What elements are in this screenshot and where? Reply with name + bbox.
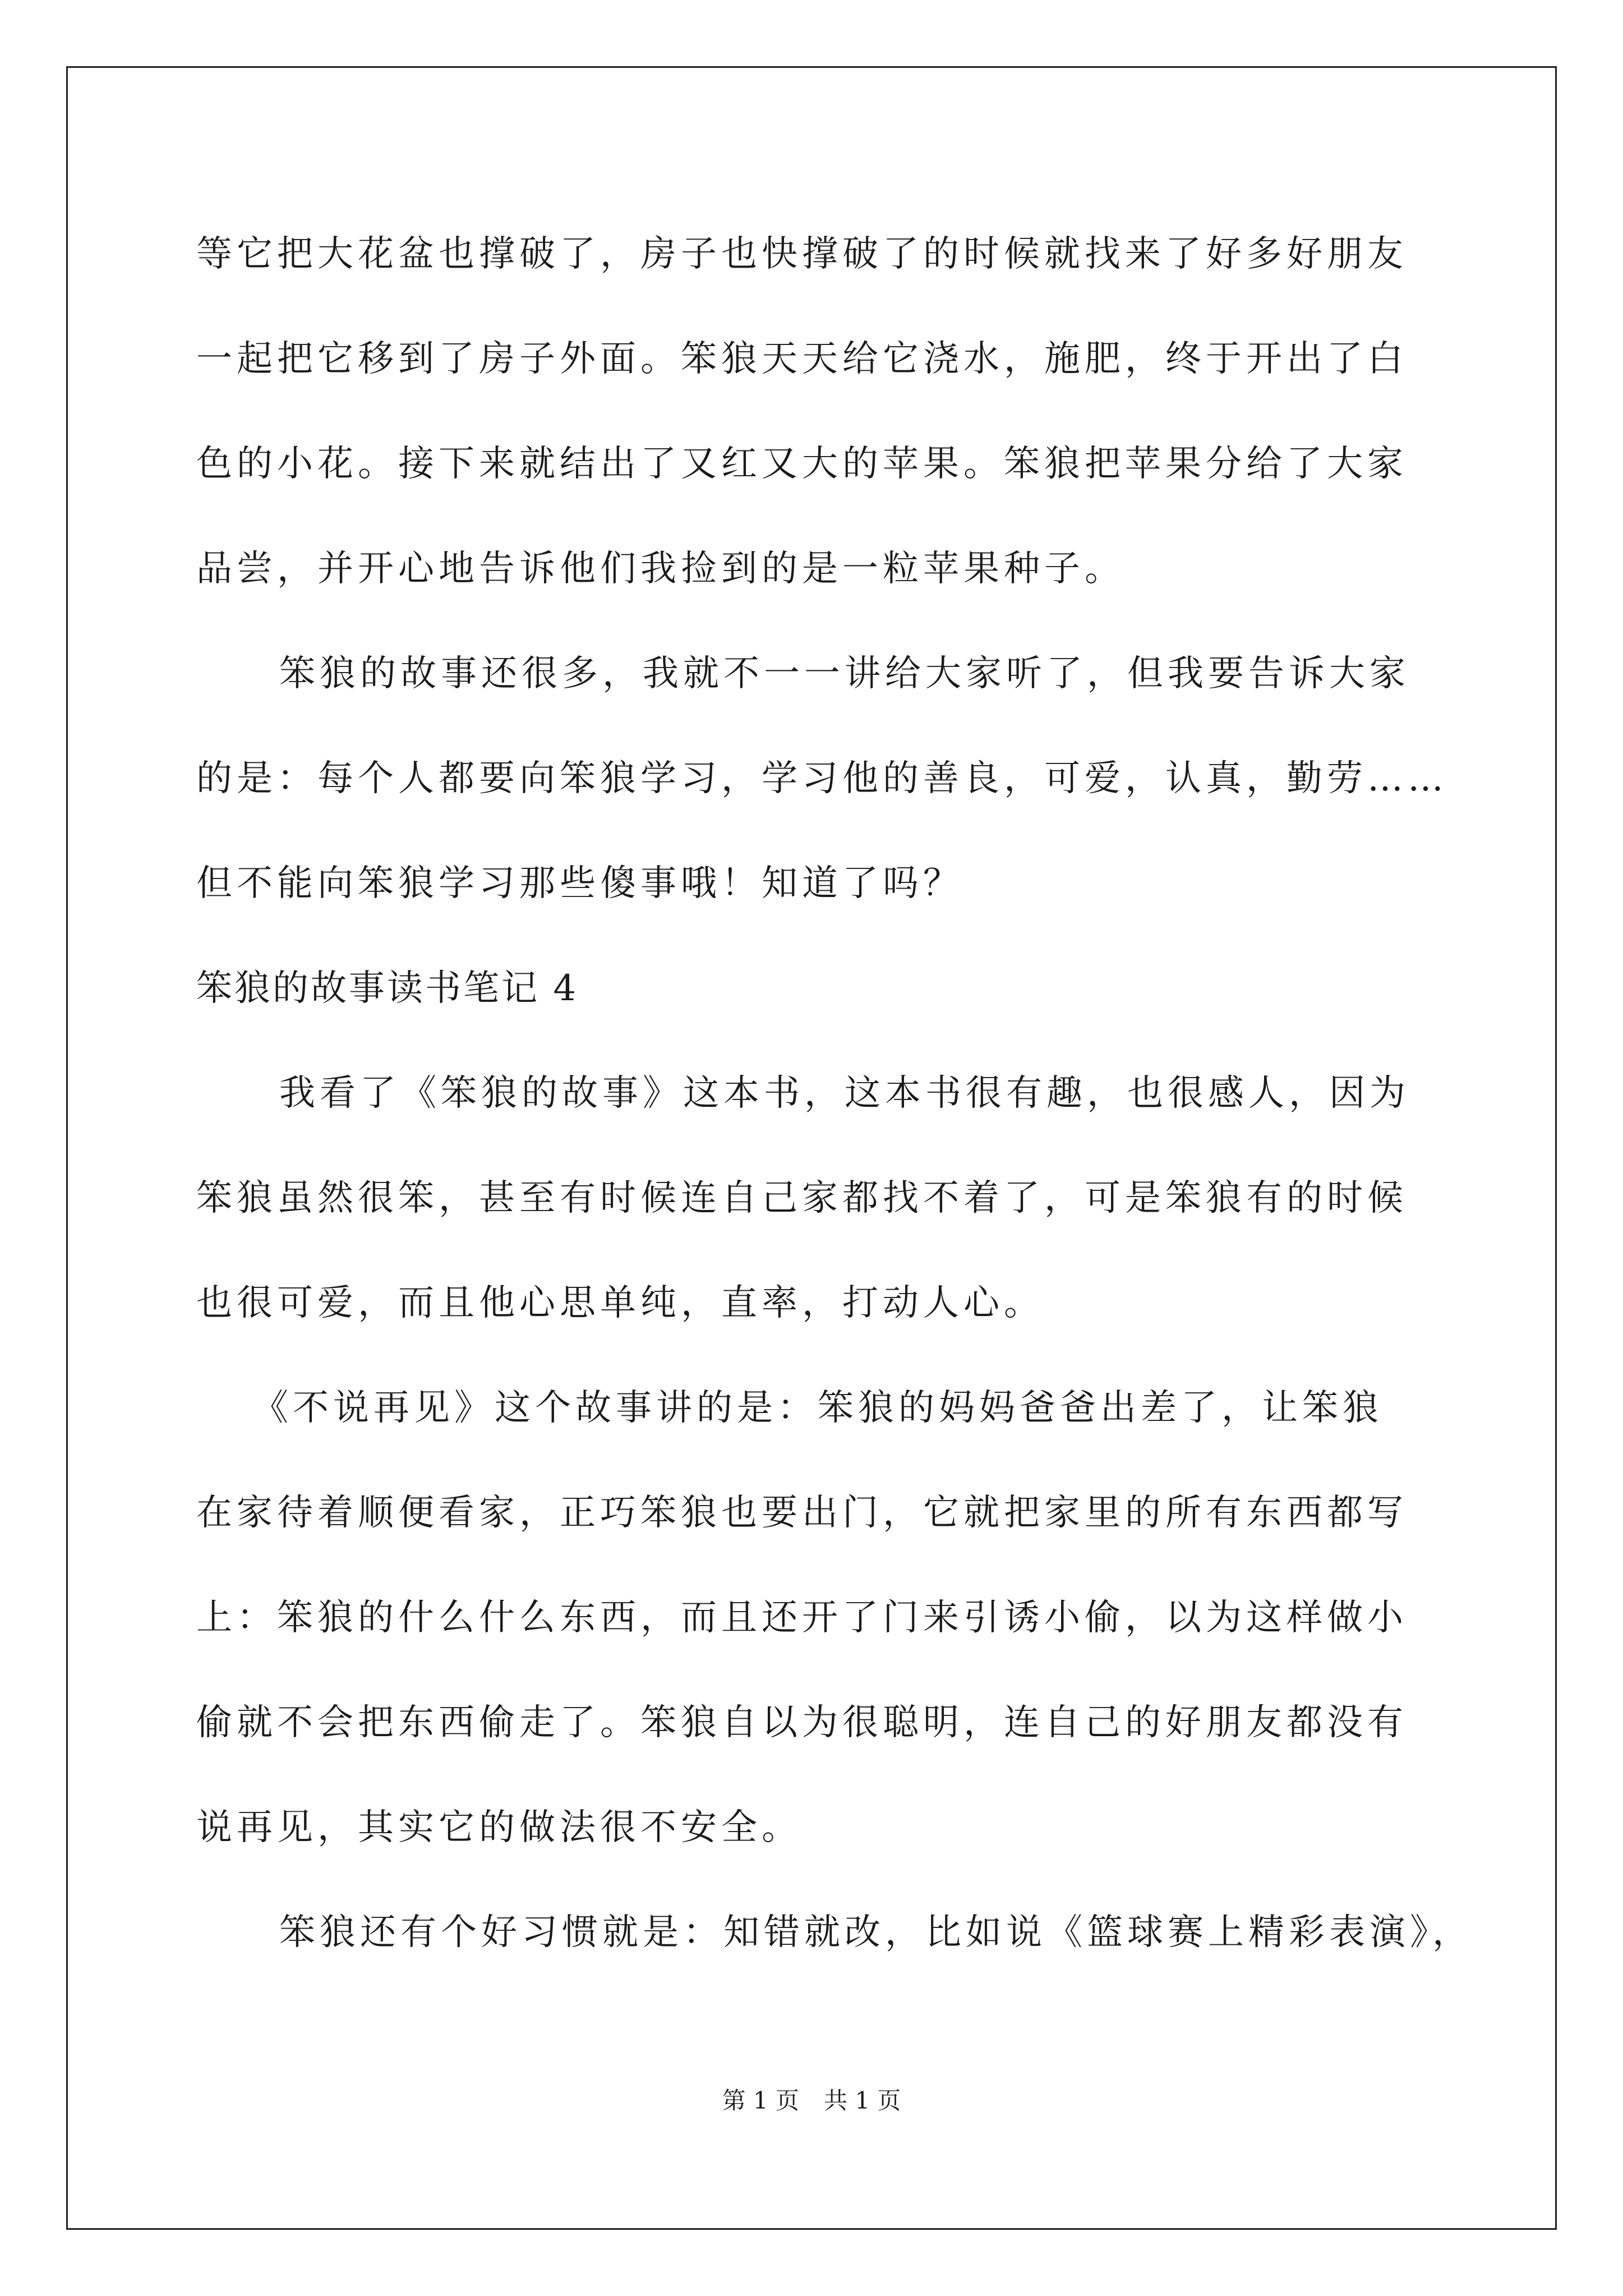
body-line-5: 笨狼的故事还很多，我就不一一讲给大家听了，但我要告诉大家	[279, 653, 1410, 694]
body-line-13: 在家待着顺便看家，正巧笨狼也要出门，它就把家里的所有东西都写	[196, 1492, 1408, 1534]
body-line-3: 色的小花。接下来就结出了又红又大的苹果。笨狼把苹果分给了大家	[196, 443, 1408, 485]
body-line-1: 等它把大花盆也撑破了，房子也快撑破了的时候就找来了好多好朋友	[196, 233, 1408, 275]
body-line-2: 一起把它移到了房子外面。笨狼天天给它浇水，施肥，终于开出了白	[196, 338, 1408, 380]
body-line-7: 但不能向笨狼学习那些傻事哦！知道了吗？	[196, 863, 963, 904]
body-line-10: 笨狼虽然很笨，甚至有时候连自己家都找不着了，可是笨狼有的时候	[196, 1177, 1408, 1219]
body-line-16: 说再见，其实它的做法很不安全。	[196, 1807, 802, 1848]
page-number: 第 1 页	[722, 2087, 799, 2114]
body-line-15: 偷就不会把东西偷走了。笨狼自以为很聪明，连自己的好朋友都没有	[196, 1702, 1408, 1743]
page-total: 共 1 页	[824, 2087, 901, 2114]
section-heading: 笨狼的故事读书笔记 4	[196, 968, 579, 1009]
body-line-6: 的是：每个人都要向笨狼学习，学习他的善良，可爱，认真，勤劳……	[196, 758, 1448, 799]
body-line-14: 上：笨狼的什么什么东西，而且还开了门来引诱小偷，以为这样做小	[196, 1597, 1408, 1639]
page-footer	[0, 2084, 1623, 2118]
body-line-4: 品尝，并开心地告诉他们我捡到的是一粒苹果种子。	[196, 548, 1125, 590]
body-line-9: 我看了《笨狼的故事》这本书，这本书很有趣，也很感人，因为	[279, 1073, 1410, 1114]
body-line-12: 《不说再见》这个故事讲的是：笨狼的妈妈爸爸出差了，让笨狼	[252, 1387, 1383, 1429]
body-line-11: 也很可爱，而且他心思单纯，直率，打动人心。	[196, 1282, 1044, 1324]
body-line-17: 笨狼还有个好习惯就是：知错就改，比如说《篮球赛上精彩表演》，	[279, 1912, 1473, 1953]
